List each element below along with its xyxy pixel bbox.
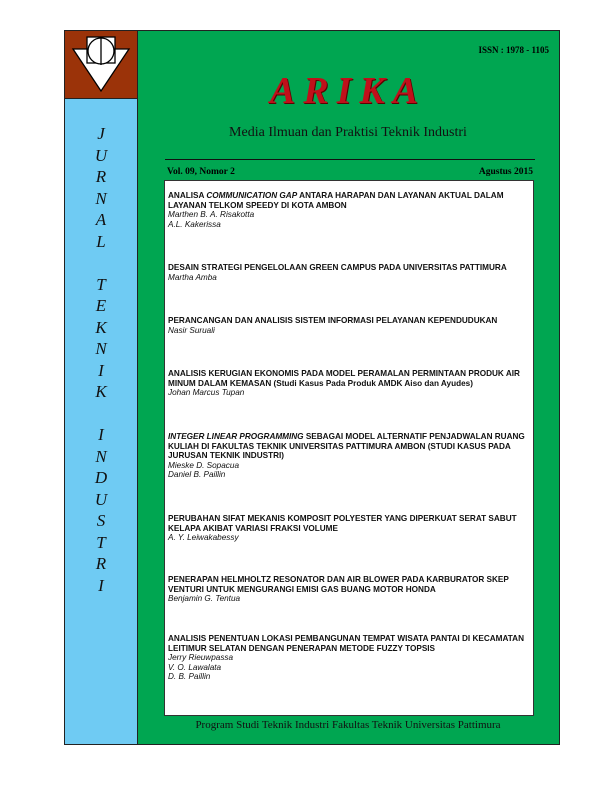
article-2 [168, 263, 527, 282]
article-title: PERANCANGAN DAN ANALISIS SISTEM INFORMASI PELAYANAN KEPENDUDUKAN [168, 316, 498, 325]
journal-subtitle: Media Ilmuan dan Praktisi Teknik Industri [229, 125, 467, 140]
article-author: D. B. Paillin [168, 672, 211, 682]
publisher-footer: Program Studi Teknik Industri Fakultas Teknik Universitas Pattimura [195, 719, 501, 731]
university-logo-icon [71, 35, 131, 93]
article-7 [168, 575, 527, 604]
article-6 [168, 514, 527, 543]
article-author: A. Y. Leiwakabessy [168, 533, 239, 543]
article-title: DESAIN STRATEGI PENGELOLAAN GREEN CAMPUS PADA UNIVERSITAS PATTIMURA [168, 263, 507, 272]
article-8 [168, 634, 527, 682]
journal-title: ARIKA [269, 70, 427, 112]
journal-cover [64, 30, 560, 745]
article-author: Martha Amba [168, 272, 217, 282]
article-title: PERUBAHAN SIFAT MEKANIS KOMPOSIT POLYESTER YANG DIPERKUAT SERAT SABUT KELAPA AKIBAT VARIASI FRAKSI VOLUME [168, 514, 517, 533]
article-title: ANALISIS PENENTUAN LOKASI PEMBANGUNAN TEMPAT WISATA PANTAI DI KECAMATAN LEITIMUR SELATAN DENGAN PENERAPAN METODE FUZZY TOPSIS [168, 634, 524, 653]
article-author: Nasir Suruali [168, 325, 215, 335]
article-5 [168, 432, 527, 480]
article-title: PENERAPAN HELMHOLTZ RESONATOR DAN AIR BLOWER PADA KARBURATOR SKEP VENTURI UNTUK MENGURANGI EMISI GAS BUANG MOTOR HONDA [168, 575, 509, 594]
vertical-journal-title: J U R N A L T E K N I K I N D U S T R I [94, 124, 108, 595]
logo-box [65, 31, 138, 99]
article-author: Benjamin G. Tentua [168, 594, 241, 604]
article-author: A.L. Kakerissa [168, 219, 221, 229]
volume-label: Vol. 09, Nomor 2 [167, 167, 235, 177]
article-title: INTEGER LINEAR PROGRAMMING SEBAGAI MODEL ALTERNATIF PENJADWALAN RUANG KULIAH DI FAKULTAS TEKNIK UNIVERSITAS PATTIMURA AMBON (STUDI KASUS PADA JURUSAN TEKNIK INDUSTRI) [168, 432, 525, 461]
table-of-contents [164, 180, 534, 716]
article-author: Daniel B. Paillin [168, 470, 226, 480]
article-author: Mieske D. Sopacua [168, 460, 239, 470]
article-title: ANALISIS KERUGIAN EKONOMIS PADA MODEL PERAMALAN PERMINTAAN PRODUK AIR MINUM DALAM KEMASAN (Studi Kasus Pada Produk AMDK Aiso dan Ayudes) [168, 369, 520, 388]
article-4 [168, 369, 527, 398]
article-title: ANALISA COMMUNICATION GAP ANTARA HARAPAN DAN LAYANAN AKTUAL DALAM LAYANAN TELKOM SPEEDY DI KOTA AMBON [168, 191, 504, 210]
header-rule [165, 159, 535, 160]
side-panel [65, 99, 138, 744]
article-author: Jerry Rieuwpassa [168, 653, 234, 663]
article-1 [168, 191, 527, 229]
article-3 [168, 316, 527, 335]
article-author: Johan Marcus Tupan [168, 388, 245, 398]
issue-date: Agustus 2015 [478, 167, 533, 177]
article-author: V. O. Lawalata [168, 662, 222, 672]
article-author: Marthen B. A. Risakotta [168, 210, 255, 220]
issn-label: ISSN : 1978 - 1105 [478, 45, 549, 55]
